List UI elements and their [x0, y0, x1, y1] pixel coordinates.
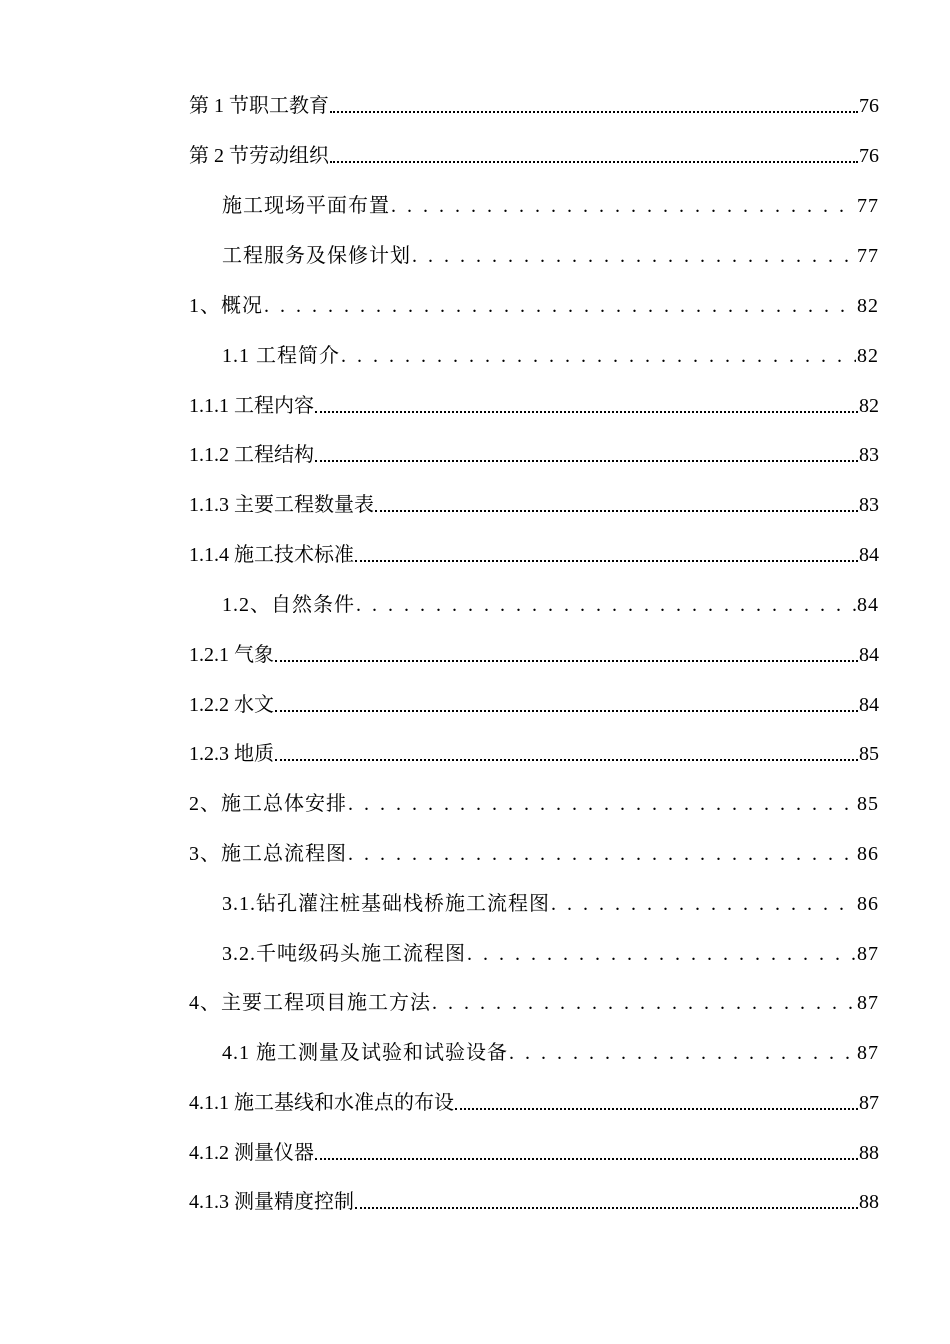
toc-entry-page: 82 [859, 395, 879, 417]
toc-leader-dots [275, 660, 858, 662]
toc-entry-title: 第 1 节职工教育 [189, 95, 329, 117]
toc-entry[interactable] [189, 1085, 879, 1115]
toc-entry-page: 88 [859, 1191, 879, 1213]
toc-entry[interactable] [189, 88, 879, 118]
toc-leader-dots [355, 560, 858, 562]
toc-leader-dots [330, 161, 858, 163]
toc-entry-page: 83 [859, 444, 879, 466]
toc-entry-page: 87 [857, 943, 879, 965]
toc-entry[interactable] [222, 936, 879, 966]
toc-leader-dots [551, 892, 856, 916]
toc-entry-page: 77 [857, 195, 879, 217]
toc-entry-page: 76 [859, 95, 879, 117]
toc-entry-title: 3.1.钻孔灌注桩基础栈桥施工流程图 [222, 893, 550, 915]
toc-entry-title: 施工现场平面布置 [222, 195, 390, 217]
toc-entry-title: 1.2.2 水文 [189, 694, 274, 716]
toc-entry-title: 4、主要工程项目施工方法 [189, 992, 431, 1014]
toc-entry[interactable] [189, 437, 879, 467]
toc-entry-page: 77 [857, 245, 879, 267]
toc-entry-page: 83 [859, 494, 879, 516]
toc-entry-title: 1.1 工程简介 [222, 345, 340, 367]
toc-entry[interactable] [189, 736, 879, 766]
toc-leader-dots [315, 1158, 858, 1160]
toc-leader-dots [348, 842, 856, 866]
toc-entry[interactable] [189, 1184, 879, 1214]
toc-entry-page: 84 [859, 694, 879, 716]
toc-entry-title: 1.2.3 地质 [189, 743, 274, 765]
toc-entry-title: 1.1.4 施工技术标准 [189, 544, 354, 566]
toc-leader-dots [315, 411, 858, 413]
toc-entry-page: 87 [859, 1092, 879, 1114]
toc-leader-dots [355, 1207, 858, 1209]
toc-entry-title: 1.1.1 工程内容 [189, 395, 314, 417]
toc-leader-dots [264, 294, 856, 318]
toc-leader-dots [509, 1041, 856, 1065]
toc-entry-title: 3、施工总流程图 [189, 843, 347, 865]
toc-entry-page: 88 [859, 1142, 879, 1164]
toc-entry[interactable] [189, 1135, 879, 1165]
toc-leader-dots [330, 111, 858, 113]
toc-entry[interactable] [189, 537, 879, 567]
toc-entry-title: 1.2、自然条件 [222, 594, 355, 616]
toc-entry-title: 4.1.3 测量精度控制 [189, 1191, 354, 1213]
toc-entry[interactable] [222, 338, 879, 368]
toc-entry-page: 86 [857, 893, 879, 915]
toc-entry-page: 85 [859, 743, 879, 765]
toc-entry-page: 84 [859, 644, 879, 666]
toc-entry[interactable] [189, 985, 879, 1015]
toc-entry[interactable] [189, 138, 879, 168]
toc-entry-page: 87 [857, 1042, 879, 1064]
toc-entry-page: 85 [857, 793, 879, 815]
toc-entry-page: 76 [859, 145, 879, 167]
toc-leader-dots [432, 991, 856, 1015]
toc-entry[interactable] [222, 188, 879, 218]
toc-entry[interactable] [189, 388, 879, 418]
toc-entry[interactable] [189, 288, 879, 318]
toc-leader-dots [455, 1108, 858, 1110]
toc-entry[interactable] [189, 487, 879, 517]
toc-entry-title: 3.2.千吨级码头施工流程图 [222, 943, 466, 965]
toc-entry-page: 84 [857, 594, 879, 616]
toc-entry-title: 4.1.2 测量仪器 [189, 1142, 314, 1164]
toc-leader-dots [275, 759, 858, 761]
toc-entry-title: 工程服务及保修计划 [222, 245, 411, 267]
toc-entry-title: 1.1.3 主要工程数量表 [189, 494, 374, 516]
toc-leader-dots [375, 510, 858, 512]
toc-entry-title: 4.1 施工测量及试验和试验设备 [222, 1042, 508, 1064]
toc-entry[interactable] [189, 786, 879, 816]
toc-entry-title: 4.1.1 施工基线和水准点的布设 [189, 1092, 454, 1114]
toc-entry-page: 82 [857, 345, 879, 367]
toc-entry[interactable] [222, 1035, 879, 1065]
toc-entry-title: 1.2.1 气象 [189, 644, 274, 666]
toc-leader-dots [341, 344, 856, 368]
toc-leader-dots [412, 244, 856, 268]
toc-entry-page: 84 [859, 544, 879, 566]
toc-leader-dots [275, 710, 858, 712]
toc-entry[interactable] [222, 587, 879, 617]
toc-leader-dots [315, 460, 858, 462]
toc-entry-page: 82 [857, 295, 879, 317]
toc-leader-dots [356, 593, 856, 617]
toc-entry-title: 2、施工总体安排 [189, 793, 347, 815]
toc-entry[interactable] [189, 836, 879, 866]
toc-entry-title: 1、概况 [189, 295, 263, 317]
toc-entry-page: 87 [857, 992, 879, 1014]
toc-leader-dots [348, 792, 856, 816]
toc-leader-dots [467, 942, 856, 966]
toc-entry-page: 86 [857, 843, 879, 865]
toc-leader-dots [391, 194, 856, 218]
toc-entry-title: 第 2 节劳动组织 [189, 145, 329, 167]
toc-entry-title: 1.1.2 工程结构 [189, 444, 314, 466]
toc-entry[interactable] [189, 637, 879, 667]
toc-entry[interactable] [222, 886, 879, 916]
toc-entry[interactable] [222, 238, 879, 268]
toc-entry[interactable] [189, 687, 879, 717]
